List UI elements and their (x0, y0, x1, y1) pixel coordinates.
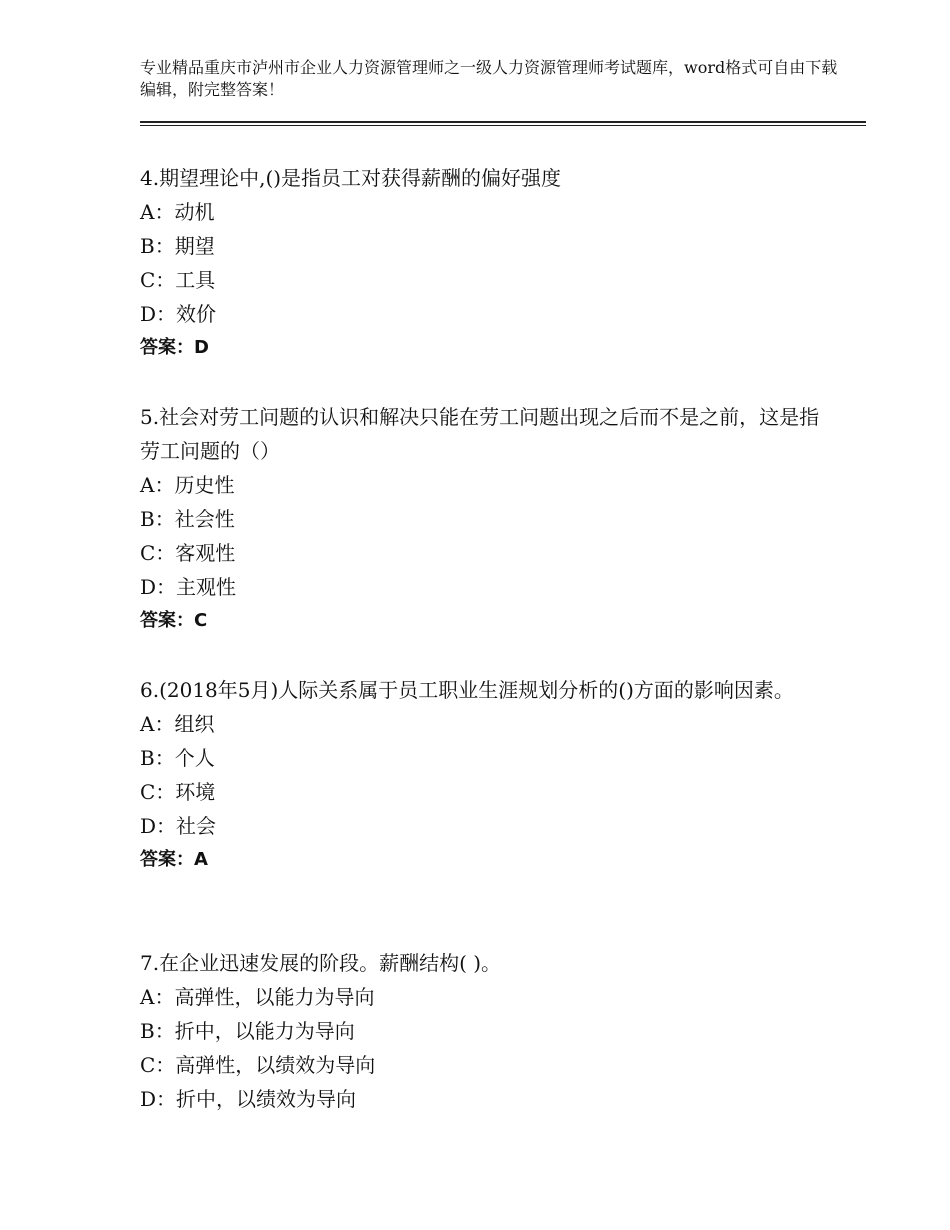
option-b: B：社会性 (140, 507, 235, 531)
option-a: A：高弹性，以能力为导向 (140, 985, 375, 1009)
question-text: 4.期望理论中,()是指员工对获得薪酬的偏好强度 (140, 166, 562, 190)
question-text: 7.在企业迅速发展的阶段。薪酬结构( )。 (140, 951, 502, 975)
option-a: A：动机 (140, 200, 215, 224)
answer: 答案：A (140, 849, 208, 870)
option-b: B：个人 (140, 746, 215, 770)
option-d: D：主观性 (140, 575, 237, 599)
option-b: B：折中，以能力为导向 (140, 1019, 355, 1043)
question-7 (140, 946, 820, 1116)
answer: 答案：D (140, 337, 209, 358)
option-a: A：历史性 (140, 473, 235, 497)
option-c: C：环境 (140, 780, 216, 804)
answer: 答案：C (140, 610, 208, 631)
question-5 (140, 400, 820, 638)
question-text: 5.社会对劳工问题的认识和解决只能在劳工问题出现之后而不是之前，这是指劳工问题的（） (140, 405, 820, 463)
option-c: C：客观性 (140, 541, 236, 565)
option-d: D：社会 (140, 814, 217, 838)
option-b: B：期望 (140, 234, 215, 258)
option-a: A：组织 (140, 712, 215, 736)
option-c: C：高弹性，以绩效为导向 (140, 1053, 376, 1077)
question-6 (140, 673, 820, 877)
question-text: 6.(2018年5月)人际关系属于员工职业生涯规划分析的()方面的影响因素。 (140, 678, 794, 702)
option-d: D：效价 (140, 302, 217, 326)
header-divider-thin (140, 125, 866, 126)
document-header: 专业精品重庆市泸州市企业人力资源管理师之一级人力资源管理师考试题库，word格式可自由下载编辑，附完整答案！ (140, 58, 838, 99)
option-c: C：工具 (140, 268, 216, 292)
option-d: D：折中，以绩效为导向 (140, 1087, 357, 1111)
question-4 (140, 161, 820, 365)
header-divider-thick (140, 121, 866, 123)
